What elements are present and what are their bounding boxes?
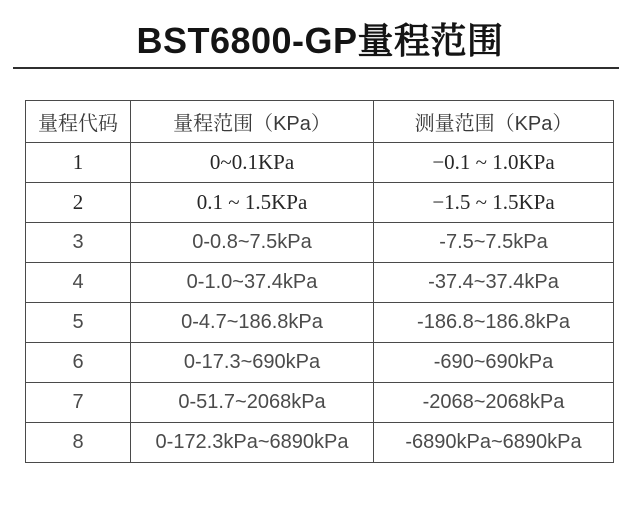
measure-cell: -7.5~7.5kPa: [374, 223, 614, 263]
table-row: [26, 223, 614, 263]
table-row: [26, 303, 614, 343]
range-code-cell: 3: [26, 223, 131, 263]
measure-cell: −1.5 ~ 1.5KPa: [374, 183, 614, 223]
table-row: [26, 263, 614, 303]
range-code-cell: 6: [26, 343, 131, 383]
range-code-cell: 7: [26, 383, 131, 423]
range-code-cell: 4: [26, 263, 131, 303]
table-row: [26, 183, 614, 223]
table-row: [26, 343, 614, 383]
range-code-cell: 2: [26, 183, 131, 223]
header-measure-range: 测量范围（KPa）: [374, 101, 614, 143]
measure-cell: -2068~2068kPa: [374, 383, 614, 423]
range-cell: 0~0.1KPa: [131, 143, 374, 183]
header-range-code: 量程代码: [26, 101, 131, 143]
measure-cell: -690~690kPa: [374, 343, 614, 383]
range-code-cell: 1: [26, 143, 131, 183]
range-code-cell: 8: [26, 423, 131, 463]
range-cell: 0-172.3kPa~6890kPa: [131, 423, 374, 463]
measure-cell: -6890kPa~6890kPa: [374, 423, 614, 463]
range-cell: 0-1.0~37.4kPa: [131, 263, 374, 303]
table-row: [26, 423, 614, 463]
table-row: [26, 383, 614, 423]
range-cell: 0-17.3~690kPa: [131, 343, 374, 383]
measure-cell: -37.4~37.4kPa: [374, 263, 614, 303]
table-header-row: [26, 101, 614, 143]
header-range: 量程范围（KPa）: [131, 101, 374, 143]
title-divider: [13, 67, 619, 69]
page-title: BST6800-GP量程范围: [136, 20, 504, 61]
range-cell: 0.1 ~ 1.5KPa: [131, 183, 374, 223]
measure-cell: −0.1 ~ 1.0KPa: [374, 143, 614, 183]
range-code-cell: 5: [26, 303, 131, 343]
measure-cell: -186.8~186.8kPa: [374, 303, 614, 343]
table-row: [26, 143, 614, 183]
range-cell: 0-0.8~7.5kPa: [131, 223, 374, 263]
range-cell: 0-51.7~2068kPa: [131, 383, 374, 423]
range-table: [25, 100, 614, 463]
range-cell: 0-4.7~186.8kPa: [131, 303, 374, 343]
